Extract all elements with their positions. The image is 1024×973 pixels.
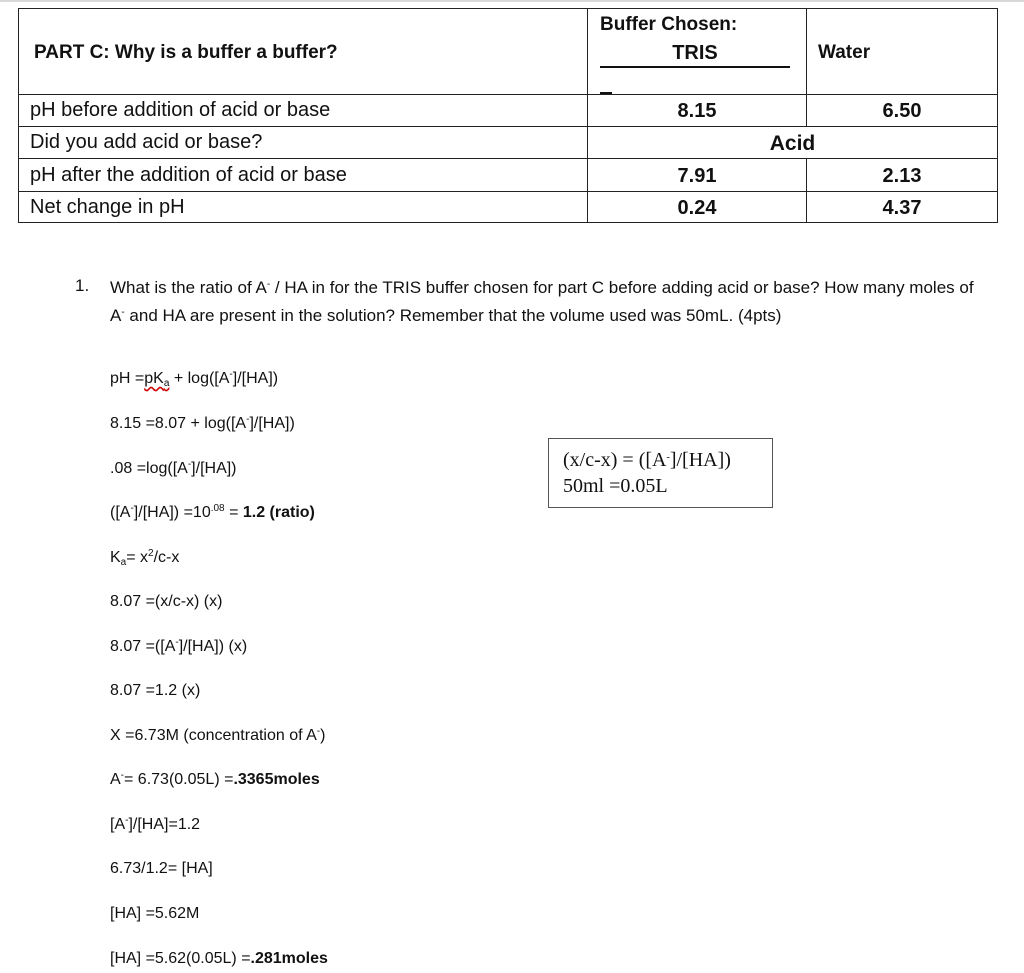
- step-text: ]/[HA]): [249, 415, 295, 432]
- water-ph-before: 6.50: [882, 100, 922, 122]
- moles-a-answer: .3365moles: [233, 771, 320, 788]
- buffer-chosen-label: Buffer Chosen:: [600, 14, 738, 35]
- note-line-1: [563, 447, 772, 473]
- acid-or-base-value: Acid: [769, 132, 816, 155]
- step-text: K: [110, 549, 121, 566]
- moles-ha-answer: .281moles: [250, 950, 328, 967]
- step-ratio-result: [110, 504, 315, 522]
- step-text: [HA] =5.62(0.05L) =: [110, 950, 251, 967]
- step-text: /c-x: [153, 549, 180, 566]
- step-text: = 6.73(0.05L) =: [124, 771, 234, 788]
- row-label-ph-before: pH before addition of acid or base: [30, 99, 331, 121]
- tris-ph-before: 8.15: [677, 100, 717, 122]
- water-net-change: 4.37: [882, 197, 922, 219]
- step-text: ]/[HA]) (x): [178, 638, 248, 655]
- step-solve-x: [110, 727, 325, 745]
- step-text: pK: [144, 370, 164, 387]
- step-substitute-x: 8.07 =(x/c-x) (x): [110, 593, 223, 610]
- superscript-minus: -: [666, 452, 670, 463]
- subscript: a: [163, 378, 170, 389]
- buffer-data-table: [18, 8, 998, 223]
- step-text: = x: [126, 549, 149, 566]
- tris-ph-after: 7.91: [677, 165, 717, 187]
- step-ka-equation: [110, 549, 179, 567]
- row-label-net-change: Net change in pH: [30, 196, 185, 218]
- step-solve-ha: 6.73/1.2= [HA]: [110, 860, 213, 877]
- question-text-part: / HA in for the TRIS buffer chosen for part C before adding acid or base? How many moles of A: [110, 278, 974, 325]
- superscript-minus: -: [120, 770, 125, 781]
- step-text: =: [224, 504, 243, 521]
- step-moles-ha: [110, 950, 328, 968]
- row-label-acid-or-base: Did you add acid or base?: [30, 131, 263, 153]
- superscript-minus: -: [266, 279, 271, 290]
- page-top-border: [0, 0, 1024, 2]
- question-text-part: What is the ratio of A: [110, 278, 267, 297]
- step-text: ): [320, 727, 326, 744]
- step-text: A: [110, 771, 121, 788]
- subscript: a: [120, 557, 127, 568]
- ratio-answer: 1.2 (ratio): [242, 504, 315, 521]
- step-log-difference: [110, 460, 237, 478]
- water-column-label: Water: [818, 42, 871, 63]
- question-number: 1.: [75, 276, 90, 295]
- step-text: ]/[HA]): [191, 460, 237, 477]
- step-text: ]/[HA]=1.2: [128, 816, 201, 833]
- step-moles-a: [110, 771, 320, 789]
- buffer-underline: [600, 66, 790, 68]
- pka-term: [144, 370, 169, 387]
- superscript-minus: -: [130, 503, 134, 514]
- superscript-minus: -: [316, 726, 321, 737]
- step-henderson-equation: [110, 370, 278, 388]
- superscript-minus: -: [125, 815, 129, 826]
- exponent: .08: [210, 503, 225, 514]
- tris-net-change: 0.24: [677, 197, 717, 219]
- step-text: ([A: [110, 504, 131, 521]
- step-numeric: 8.07 =1.2 (x): [110, 682, 201, 699]
- step-ratio-restate: [110, 816, 200, 834]
- step-ha-concentration: [HA] =5.62M: [110, 905, 200, 922]
- question-text-part: and HA are present in the solution? Remember that the volume used was 50mL. (4pts): [124, 306, 782, 325]
- step-text: ]/[HA]): [232, 370, 279, 387]
- note-text: ]/[HA]): [669, 449, 731, 471]
- superscript-minus: -: [246, 414, 250, 425]
- water-ph-after: 2.13: [882, 165, 922, 187]
- step-text: .08 =log([A: [110, 460, 188, 477]
- step-substitute-values: [110, 415, 295, 433]
- superscript-minus: -: [121, 307, 125, 318]
- note-box: [548, 438, 773, 508]
- buffer-chosen-value: TRIS: [672, 42, 718, 64]
- superscript-minus: -: [187, 459, 192, 470]
- part-title: PART C: Why is a buffer a buffer?: [34, 42, 338, 63]
- superscript-minus: -: [229, 369, 233, 380]
- question-text: [110, 274, 990, 330]
- superscript: 2: [148, 548, 154, 559]
- row-label-ph-after: pH after the addition of acid or base: [30, 164, 347, 186]
- step-text: [A: [110, 816, 126, 833]
- step-text: + log([A: [169, 370, 230, 387]
- step-text: pH =: [110, 370, 145, 387]
- step-text: 8.07 =([A: [110, 638, 176, 655]
- step-text: 8.15 =8.07 + log([A: [110, 415, 247, 432]
- step-text: X =6.73M (concentration of A: [110, 727, 317, 744]
- note-text: (x/c-x) = ([A: [563, 449, 667, 471]
- step-text: ]/[HA]) =10: [133, 504, 211, 521]
- step-substitute-ratio: [110, 638, 247, 656]
- note-line-2: 50ml =0.05L: [563, 475, 668, 497]
- superscript-minus: -: [175, 637, 179, 648]
